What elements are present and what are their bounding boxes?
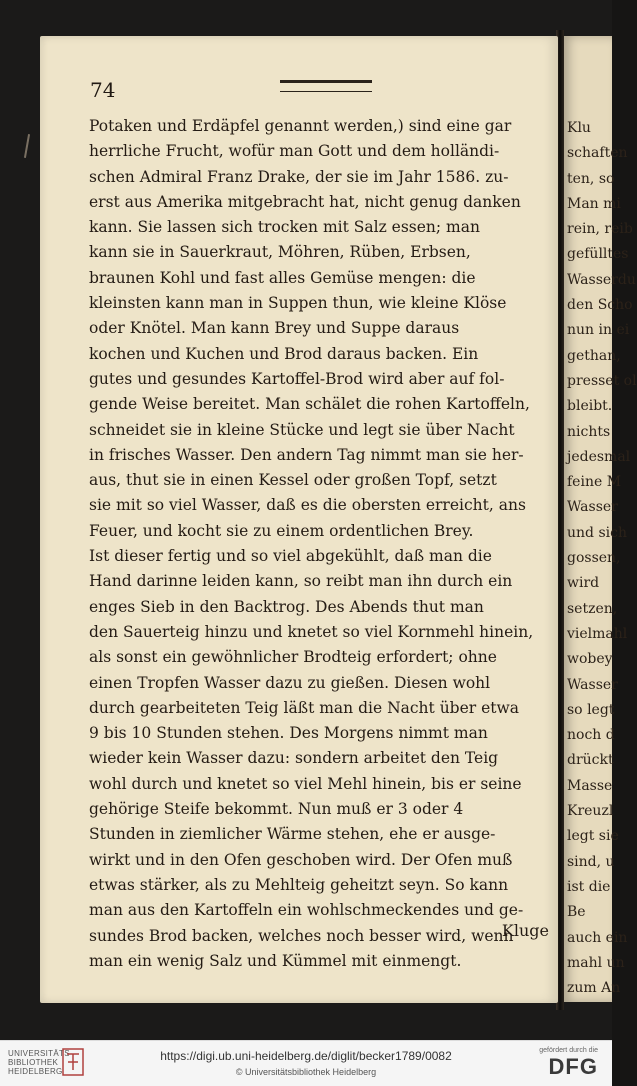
- text-line: Ist dieser fertig und so viel abgekühlt, daß man die: [89, 547, 492, 566]
- catchword: Kluge: [501, 921, 549, 940]
- facing-page-line: presset ol: [567, 372, 637, 389]
- facing-page-line: sind, u: [567, 853, 615, 870]
- text-line: schneidet sie in kleine Stücke und legt sie über Nacht: [89, 420, 515, 439]
- facing-page-line: nichts: [567, 423, 611, 440]
- text-line: wieder kein Wasser dazu: sondern arbeitet den Teig: [89, 749, 499, 768]
- facing-page-line: bleibt.: [567, 398, 613, 415]
- facing-page-line: so legt: [567, 701, 615, 718]
- header-rule: [280, 80, 372, 92]
- facing-page-line: auch ein: [567, 929, 628, 946]
- facing-page-line: setzen,: [567, 600, 618, 617]
- facing-page-line: drückt: [567, 752, 614, 769]
- page-url-link[interactable]: https://digi.ub.uni-heidelberg.de/diglit/becker1789/0082: [160, 1049, 452, 1063]
- text-line: braunen Kohl und fast alles Gemüse mengen: die: [89, 268, 476, 287]
- facing-page-line: zum An: [567, 980, 621, 997]
- text-line: wohl durch und knetet so viel Mehl hinein, bis er seine: [89, 774, 522, 793]
- facing-page-line: ist die: [567, 878, 611, 895]
- facing-page-line: Wasserdu: [567, 271, 636, 288]
- facing-page: [563, 36, 637, 1002]
- facing-page-line: Be: [567, 904, 586, 921]
- facing-page-text: [563, 116, 637, 1001]
- facing-page-line: mahl un: [567, 954, 625, 971]
- facing-page-line: noch d: [567, 727, 615, 744]
- text-line: aus, thut sie in einen Kessel oder großen Topf, setzt: [89, 471, 497, 490]
- facing-page-line: gefülltes: [567, 246, 629, 263]
- copyright-notice: © Universitätsbibliothek Heidelberg: [235, 1067, 377, 1077]
- text-line: kochen und Kuchen und Brod daraus backen. Ein: [89, 344, 479, 363]
- text-line: gutes und gesundes Kartoffel-Brod wird aber auf fol-: [89, 369, 505, 388]
- dfg-logo[interactable]: DFG: [548, 1054, 598, 1079]
- text-line: herrliche Frucht, wofür man Gott und dem holländi-: [89, 142, 500, 161]
- funded-by-label: gefördert durch die: [539, 1047, 598, 1054]
- text-line: man ein wenig Salz und Kümmel mit einmengt.: [89, 951, 462, 970]
- facing-page-line: Masse: [567, 777, 613, 794]
- facing-page-line: rein, reib: [567, 221, 633, 238]
- facing-page-line: legt sie: [567, 828, 619, 845]
- text-line: gehörige Steife bekommt. Nun muß er 3 oder 4: [89, 800, 464, 819]
- text-line: schen Admiral Franz Drake, der sie im Jahr 1586. zu-: [89, 167, 509, 186]
- facing-page-line: gossen,: [567, 550, 621, 567]
- text-line: als sonst ein gewöhnlicher Brodteig erfordert; ohne: [89, 648, 497, 667]
- text-line: enges Sieb in den Backtrog. Des Abends thut man: [89, 597, 484, 616]
- text-line: kleinsten kann man in Suppen thun, wie kleine Klöse: [89, 294, 507, 313]
- facing-page-line: wobey: [567, 651, 613, 668]
- text-line: erst aus Amerika mitgebracht hat, nicht genug danken: [89, 192, 521, 211]
- facing-page-line: den Scho: [567, 297, 633, 314]
- facing-page-line: und sich: [567, 524, 627, 541]
- text-line: oder Knötel. Man kann Brey und Suppe daraus: [89, 319, 460, 338]
- facing-page-line: Wasser: [567, 499, 618, 516]
- body-text: [89, 114, 551, 974]
- text-line: Feuer, und kocht sie zu einem ordentlichen Brey.: [89, 521, 474, 540]
- facing-page-line: Kreuzl: [567, 803, 614, 820]
- facing-page-line: vielmahl: [567, 625, 628, 642]
- text-line: kann sie in Sauerkraut, Möhren, Rüben, Erbsen,: [89, 243, 471, 262]
- page-number: 74: [90, 78, 116, 102]
- text-line: in frisches Wasser. Den andern Tag nimmt man sie her-: [89, 445, 524, 464]
- facing-page-line: schaften: [567, 145, 628, 162]
- book-page: [40, 36, 558, 1003]
- text-line: etwas stärker, als zu Mehlteig geheitzt seyn. So kann: [89, 875, 509, 894]
- facing-page-line: Man mi: [567, 195, 621, 212]
- text-line: Potaken und Erdäpfel genannt werden,) sind eine gar: [89, 117, 512, 135]
- facing-page-line: wird: [567, 575, 600, 592]
- text-line: sie mit so viel Wasser, daß es die obersten erreicht, ans: [89, 496, 526, 515]
- text-line: wirkt und in den Ofen geschoben wird. Der Ofen muß: [89, 850, 513, 869]
- facing-page-line: feine M: [567, 474, 622, 491]
- facing-page-line: Wasser: [567, 676, 618, 693]
- facing-page-line: gethan,: [567, 347, 621, 364]
- viewer-footer: [0, 1040, 612, 1086]
- text-line: durch gearbeiteten Teig läßt man die Nacht über etwa: [89, 698, 520, 717]
- text-line: sundes Brod backen, welches noch besser wird, wenn: [89, 926, 514, 945]
- text-line: einen Tropfen Wasser dazu zu gießen. Diesen wohl: [89, 673, 491, 692]
- text-line: 9 bis 10 Stunden stehen. Des Morgens nimmt man: [89, 724, 488, 743]
- facing-page-line: jedesmal: [567, 448, 631, 465]
- text-line: den Sauerteig hinzu und knetet so viel Kornmehl hinein,: [89, 622, 534, 641]
- text-line: Stunden in ziemlicher Wärme stehen, ehe er ausge-: [89, 825, 496, 844]
- library-logo-text[interactable]: UNIVERSITÄTS- BIBLIOTHEK HEIDELBERG: [8, 1049, 73, 1076]
- text-line: gende Weise bereitet. Man schälet die rohen Kartoffeln,: [89, 395, 530, 414]
- text-line: Hand darinne leiden kann, so reibt man ihn durch ein: [89, 572, 513, 591]
- facing-page-line: ten, so: [567, 170, 615, 187]
- text-line: man aus den Kartoffeln ein wohlschmeckendes und ge-: [89, 901, 524, 920]
- text-line: kann. Sie lassen sich trocken mit Salz essen; man: [89, 218, 480, 237]
- facing-page-line: Klu: [567, 120, 591, 136]
- facing-page-line: nun in ei: [567, 322, 630, 339]
